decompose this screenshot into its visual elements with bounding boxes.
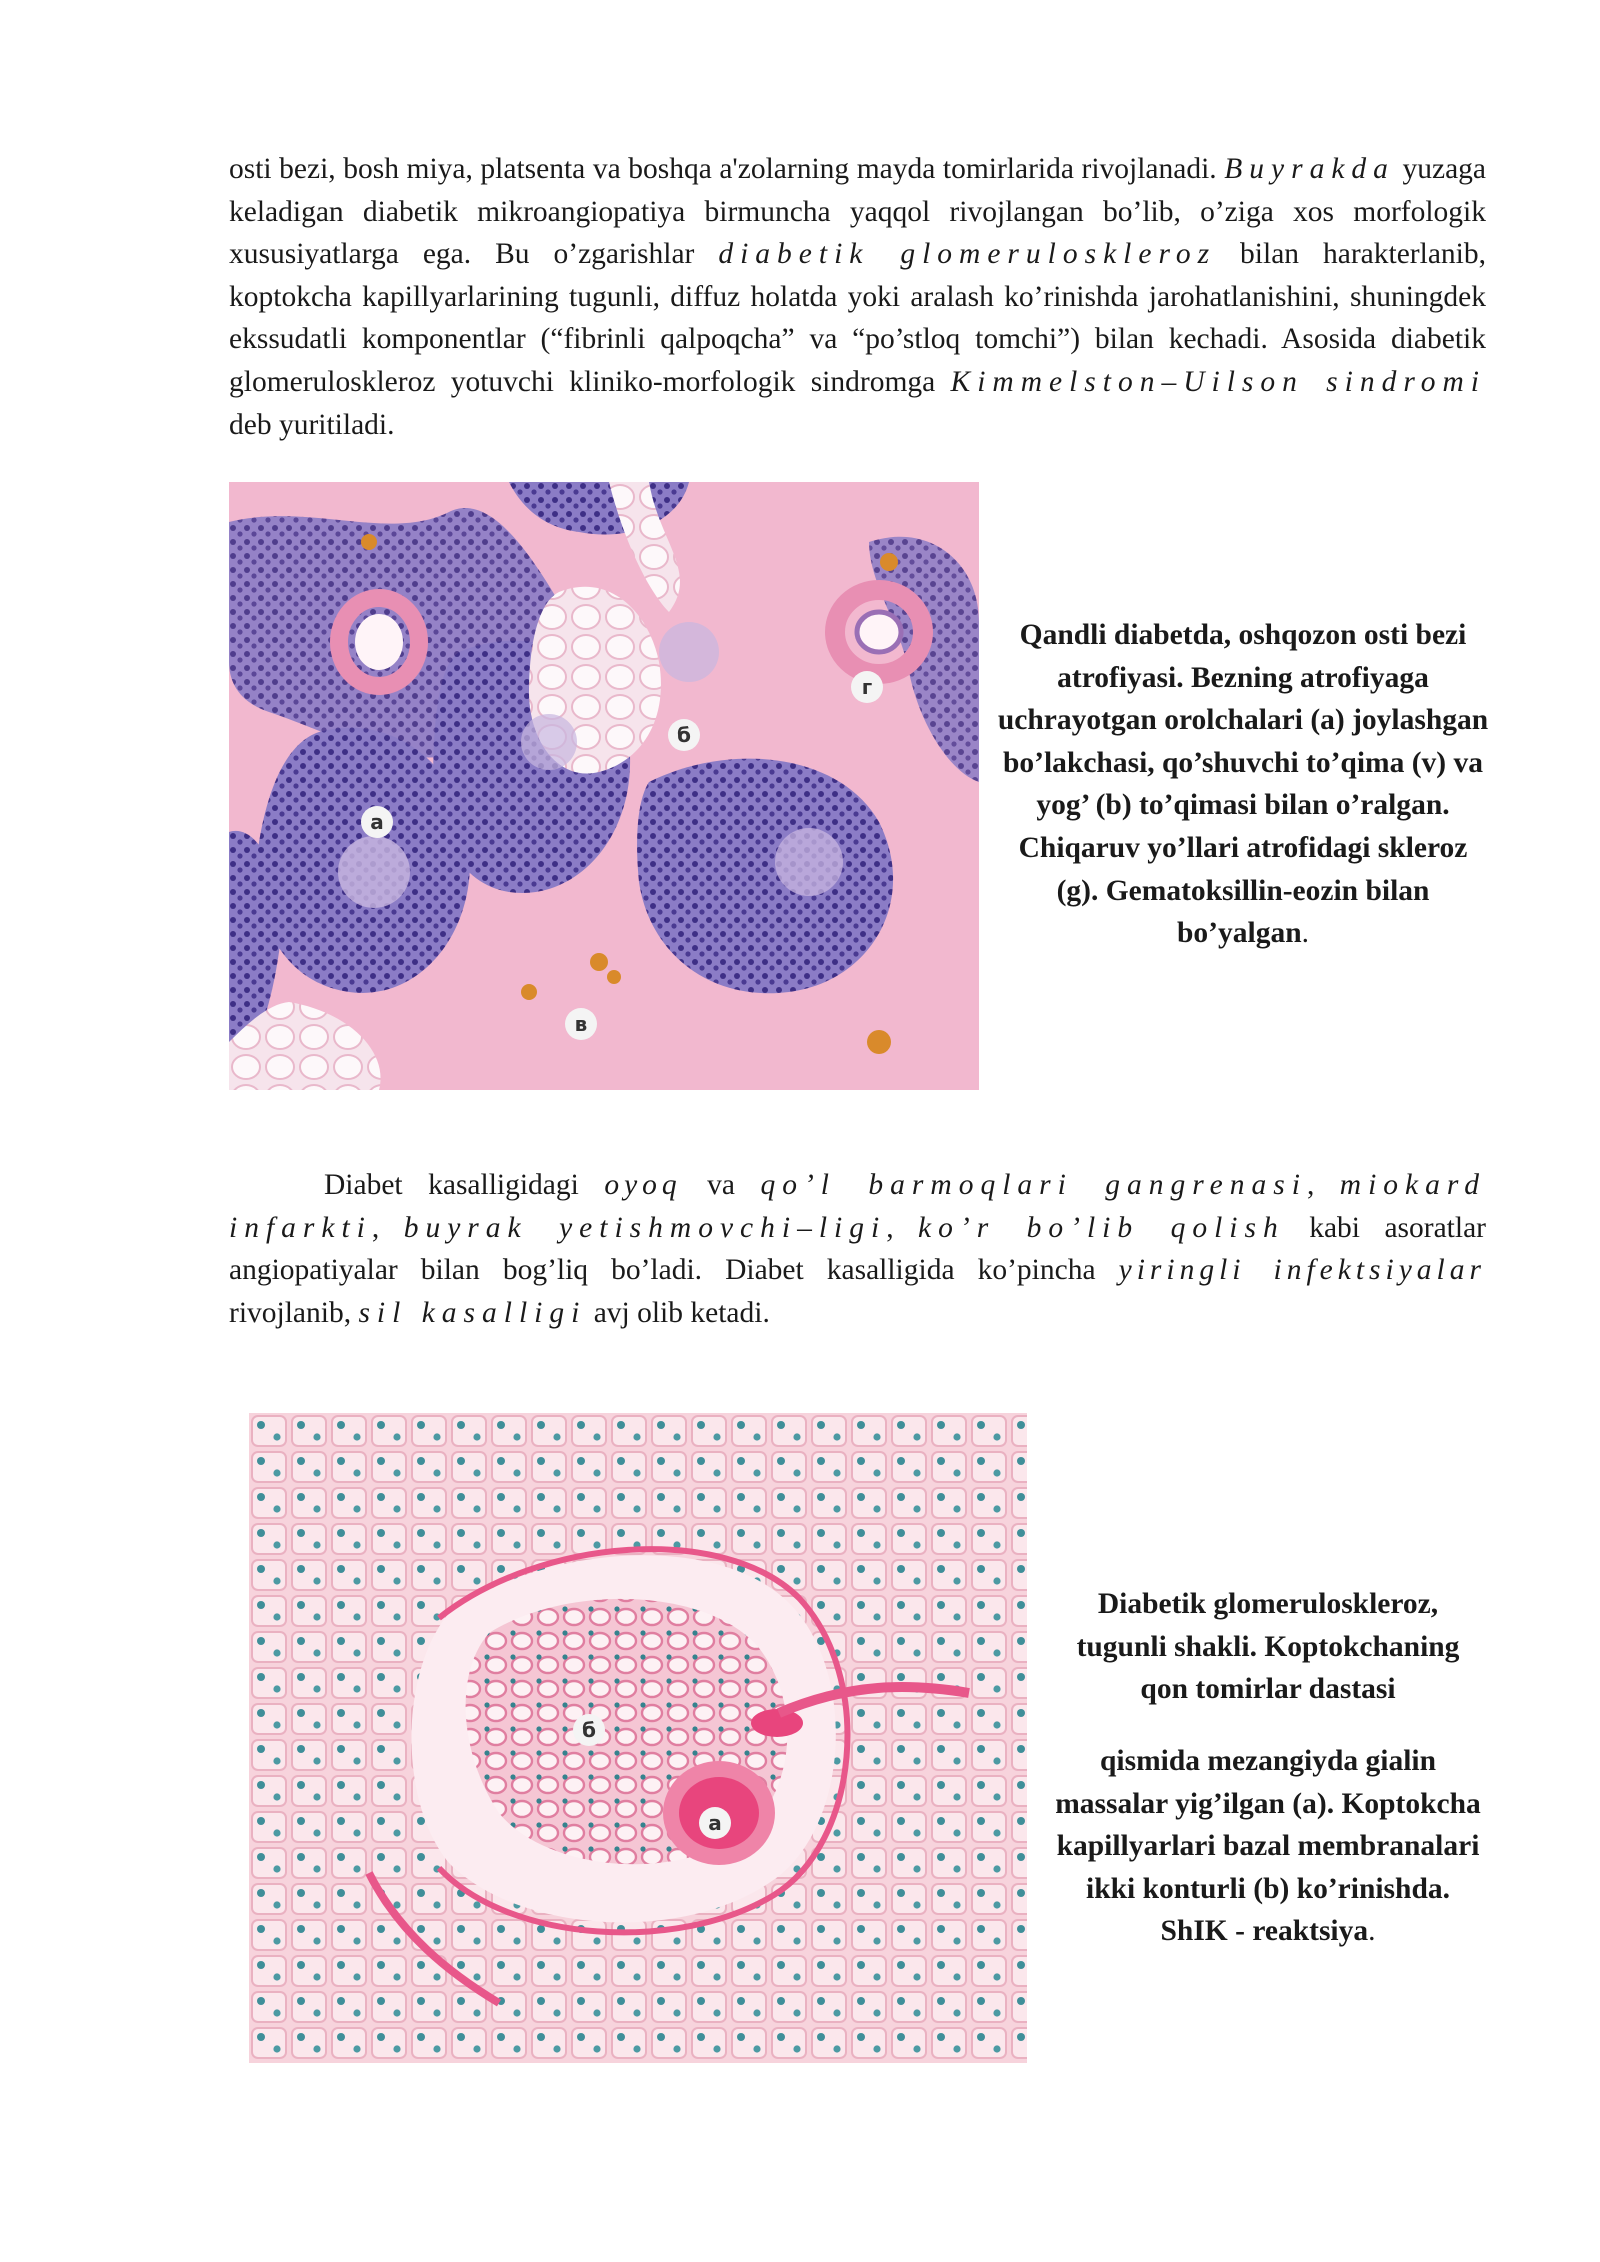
figure-glomerulosclerosis [249, 1413, 1027, 2063]
figure2-caption-part1 [1050, 1583, 1486, 1711]
text-run: bilan harakterlanib, koptokcha kapillyarlarining tugunli, diffuz holatda yoki aralash ko’rinishda jarohatlanishini, shuningdek ekssudatli komponentlar (“fibrinli qalpoqcha” va “po’stloq tomchi”) bilan kechadi. Asosida diabetik glomeruloskleroz yotuvchi kliniko-morfologik sindromga [229, 238, 1486, 398]
emphasis-gangrene: qo’l barmoqlari gangrenasi [760, 1169, 1307, 1201]
figure2-caption-text: qismida mezangiyda gialin massalar yig’ilgan (a). Koptokcha kapillyarlari bazal membranalari ikki konturli (b) ko’rinishda. ShIK - reaktsiya [1055, 1745, 1481, 1948]
svg-text:г: г [861, 675, 873, 699]
text-run: , [1306, 1169, 1340, 1201]
svg-text:а: а [708, 1811, 722, 1835]
emphasis-oyoq: oyoq [604, 1169, 682, 1201]
emphasis-infarction: miokard infarkti [229, 1169, 1487, 1244]
text-run: Diabet kasalligidagi [324, 1169, 605, 1201]
figure2-caption-part2 [1050, 1740, 1486, 1953]
emphasis-infections: yiringli infektsiyalar [1118, 1254, 1486, 1287]
figure1-label-g [851, 671, 883, 703]
figure-pancreas-atrophy [229, 482, 979, 1090]
emphasis-diabetik-glomeruloskleroz: diabetik glomeruloskleroz [718, 238, 1217, 271]
figure1-caption [996, 614, 1490, 955]
paragraph-complications [229, 1164, 1486, 1334]
figure1-label-v [565, 1008, 597, 1040]
text-run: avj olib ketadi. [586, 1296, 770, 1329]
text-run: osti bezi, bosh miya, platsenta va boshqa a'zolarning mayda tomirlarida rivojlanadi. [229, 153, 1225, 185]
text-run: deb yuritiladi. [229, 408, 395, 441]
text-run: va [681, 1169, 761, 1201]
figure2-caption-text: Diabetik glomeruloskleroz, tugunli shakli. Koptokchaning qon tomirlar dastasi [1076, 1588, 1460, 1706]
paragraph-intro [229, 148, 1486, 446]
figure1-label-a [361, 806, 393, 838]
figure2-label-b [573, 1714, 605, 1746]
svg-text:а: а [370, 810, 384, 834]
caption-period: . [1301, 917, 1309, 950]
text-run: rivojlanib, [229, 1296, 359, 1329]
caption-period: . [1368, 1915, 1376, 1948]
text-run: yuzaga keladigan diabetik mikroangiopatiya birmuncha yaqqol rivojlangan bo’lib, o’ziga xos morfologik xususiyatlarga ega. Bu o’zgarishlar [229, 153, 1487, 271]
svg-text:б: б [677, 723, 691, 747]
text-run: , [886, 1211, 919, 1244]
text-run: , [371, 1211, 404, 1244]
histology-image-he [229, 482, 979, 1090]
svg-text:в: в [574, 1012, 588, 1036]
figure2-label-a [699, 1807, 731, 1839]
text-run: kabi asoratlar angiopatiyalar bilan bog’liq bo’ladi. Diabet kasalligida ko’pincha [229, 1211, 1486, 1287]
histology-image-pas [249, 1413, 1027, 2063]
emphasis-tuberculosis: sil kasalligi [358, 1296, 587, 1329]
figure1-label-b [668, 719, 700, 751]
figure1-caption-text: Qandli diabetda, oshqozon osti bezi atrofiyasi. Bezning atrofiyaga uchrayotgan orolchalari (a) joylashgan bo’lakchasi, qo’shuvchi to’qima (v) va yog’ (b) to’qimasi bilan o’ralgan. Chiqaruv yo’llari atrofidagi skleroz (g). Gematoksillin-eozin bilan bo’yalgan [997, 619, 1489, 950]
svg-text:б: б [582, 1718, 596, 1742]
emphasis-blindness: ko’r bo’lib qolish [918, 1211, 1285, 1244]
emphasis-buyrakda: Buyrakda [1224, 153, 1395, 185]
emphasis-syndrome-name: Kimmelston–Uilson sindromi [950, 365, 1486, 398]
emphasis-renal-failure: buyrak yetishmovchi–ligi [403, 1211, 887, 1244]
